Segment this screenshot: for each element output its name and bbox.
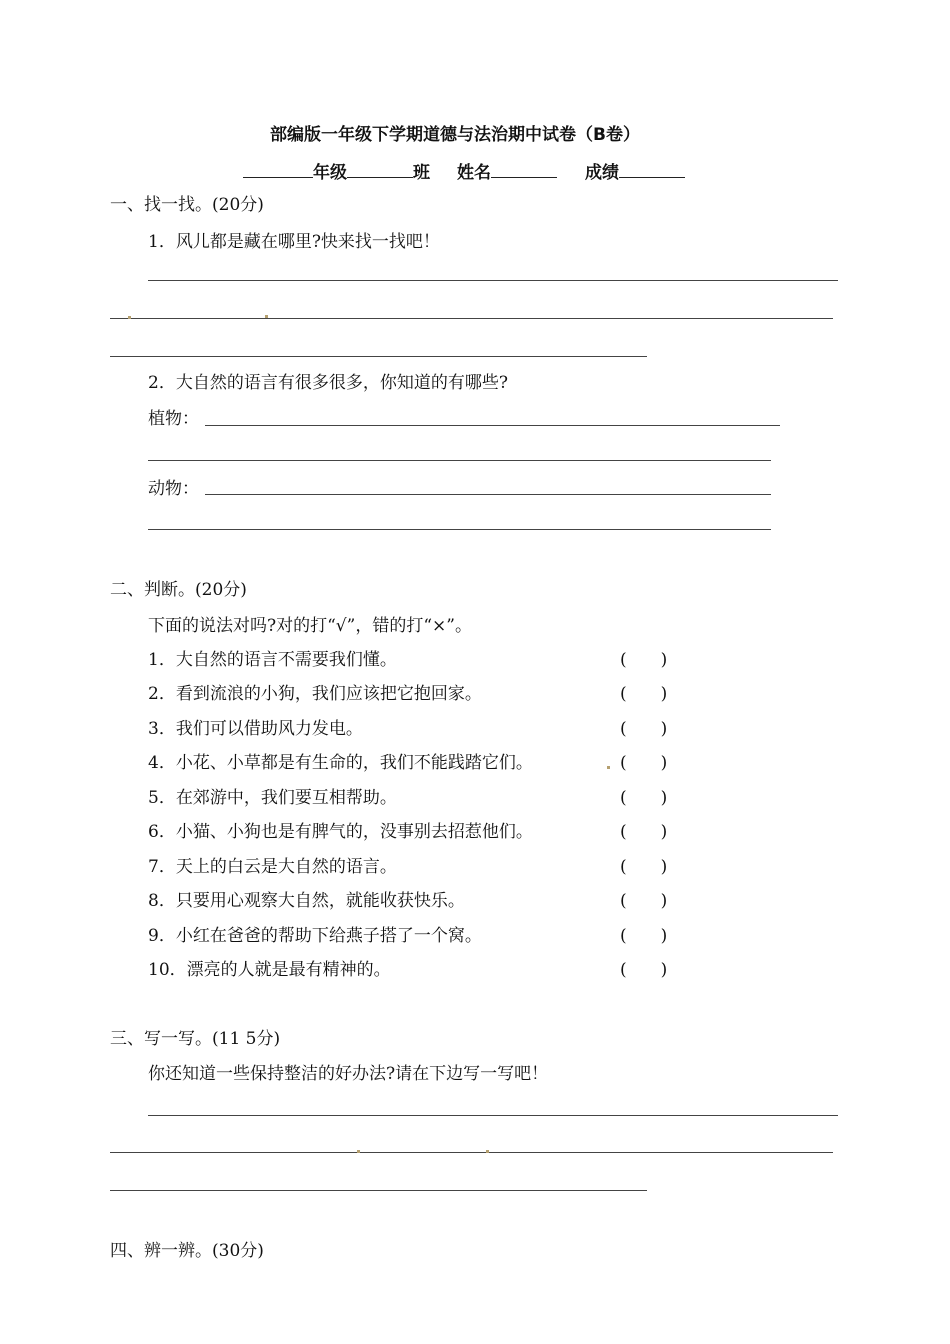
score-label: 成绩	[585, 163, 619, 183]
section-2-instruction: 下面的说法对吗?对的打“√”，错的打“×”。	[148, 616, 472, 636]
plants-answer-line[interactable]	[205, 425, 780, 426]
answer-paren[interactable]: ( )	[620, 857, 668, 877]
answer-line[interactable]	[110, 1190, 647, 1191]
score-blank[interactable]	[619, 159, 685, 178]
answer-paren[interactable]: ( )	[620, 753, 668, 773]
answer-paren[interactable]: ( )	[620, 891, 668, 911]
name-blank[interactable]	[491, 159, 557, 178]
judgement-item: 1．大自然的语言不需要我们懂。	[148, 650, 397, 670]
section-1-question-2: 2．大自然的语言有很多很多，你知道的有哪些?	[148, 373, 508, 393]
scan-speck	[486, 1150, 489, 1153]
plants-answer-line[interactable]	[148, 460, 771, 461]
plants-label: 植物：	[148, 409, 199, 429]
section-3-heading: 三、写一写。(11 5分)	[110, 1029, 281, 1049]
answer-paren[interactable]: ( )	[620, 719, 668, 739]
answer-paren[interactable]: ( )	[620, 960, 668, 980]
judgement-item: 6．小猫、小狗也是有脾气的，没事别去招惹他们。	[148, 822, 533, 842]
animals-answer-line[interactable]	[205, 494, 771, 495]
answer-line[interactable]	[110, 356, 647, 357]
answer-paren[interactable]: ( )	[620, 822, 668, 842]
page-title: 部编版一年级下学期道德与法治期中试卷（B卷）	[270, 125, 640, 145]
answer-line[interactable]	[110, 1152, 833, 1153]
answer-line[interactable]	[148, 1115, 838, 1116]
judgement-item: 2．看到流浪的小狗，我们应该把它抱回家。	[148, 684, 482, 704]
judgement-item: 5．在郊游中，我们要互相帮助。	[148, 788, 397, 808]
judgement-item: 9．小红在爸爸的帮助下给燕子搭了一个窝。	[148, 926, 482, 946]
section-3-prompt: 你还知道一些保持整洁的好办法?请在下边写一写吧！	[148, 1064, 549, 1084]
answer-line[interactable]	[110, 318, 833, 319]
scan-speck	[357, 1150, 360, 1153]
section-2-heading: 二、判断。(20分)	[110, 580, 247, 600]
answer-paren[interactable]: ( )	[620, 650, 668, 670]
section-4-heading: 四、辨一辨。(30分)	[110, 1241, 264, 1261]
class-label: 班	[413, 163, 430, 183]
judgement-item: 8．只要用心观察大自然，就能收获快乐。	[148, 891, 465, 911]
scan-speck	[265, 315, 268, 318]
judgement-item: 4．小花、小草都是有生命的，我们不能践踏它们。	[148, 753, 533, 773]
animals-answer-line[interactable]	[148, 529, 771, 530]
animals-label: 动物：	[148, 479, 199, 499]
judgement-item: 7．天上的白云是大自然的语言。	[148, 857, 397, 877]
scan-speck	[607, 766, 610, 769]
answer-paren[interactable]: ( )	[620, 926, 668, 946]
scan-speck	[128, 316, 131, 319]
judgement-item: 10．漂亮的人就是最有精神的。	[148, 960, 391, 980]
grade-label: 年级	[313, 163, 347, 183]
answer-paren[interactable]: ( )	[620, 684, 668, 704]
name-label: 姓名	[457, 163, 491, 183]
answer-line[interactable]	[148, 280, 838, 281]
class-blank[interactable]	[347, 159, 413, 178]
student-info-row	[243, 159, 685, 184]
grade-blank[interactable]	[243, 159, 313, 178]
judgement-item: 3．我们可以借助风力发电。	[148, 719, 363, 739]
section-1-heading: 一、找一找。(20分)	[110, 195, 264, 215]
answer-paren[interactable]: ( )	[620, 788, 668, 808]
section-1-question-1: 1．风儿都是藏在哪里?快来找一找吧！	[148, 232, 440, 252]
